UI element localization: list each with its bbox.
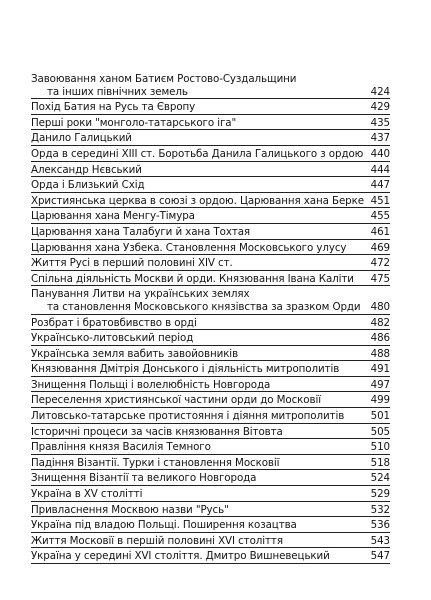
toc-entry xyxy=(31,377,390,393)
toc-entry xyxy=(31,486,390,502)
toc-entry xyxy=(31,162,390,178)
toc-entry xyxy=(31,315,390,331)
toc-entry-title: Привласнення Москвою назви "Русь" xyxy=(31,503,229,516)
toc-entry xyxy=(31,286,390,314)
toc-entry xyxy=(31,224,390,240)
toc-entry xyxy=(31,439,390,455)
toc-entry xyxy=(31,240,390,256)
toc-entry-page: 486 xyxy=(370,332,390,345)
toc-entry xyxy=(31,330,390,346)
toc-entry xyxy=(31,533,390,549)
toc-entry xyxy=(31,146,390,162)
toc-entry-title-continued: та становлення Московського князівства за зразком Орди xyxy=(47,300,361,313)
toc-entry-title: Знищення Візантії та великого Новгорода xyxy=(31,472,257,485)
toc-entry-page: 499 xyxy=(370,394,390,407)
toc-entry xyxy=(31,548,390,564)
toc-entry-title-continued: та інших північних земель xyxy=(47,85,188,98)
toc-entry-page: 435 xyxy=(370,116,390,129)
toc-entry xyxy=(31,99,390,115)
toc-entry xyxy=(31,208,390,224)
toc-entry-title: Панування Литви на українських землях xyxy=(31,288,250,301)
toc-entry-page: 501 xyxy=(370,410,390,423)
toc-entry-page: 491 xyxy=(370,363,390,376)
toc-entry-page: 475 xyxy=(370,272,390,285)
toc-entry xyxy=(31,130,390,146)
toc-entry-title: Спільна діяльність Москви й орди. Князювання Івана Калiти xyxy=(31,272,354,285)
toc-entry-page: 469 xyxy=(370,241,390,254)
toc-entry-page: 429 xyxy=(370,101,390,114)
toc-entry-title: Життя Московії в першій половині XVI століття xyxy=(31,534,283,547)
toc-entry-title: Українсько-литовський період xyxy=(31,332,194,345)
toc-entry xyxy=(31,71,390,99)
toc-entry-title: Князювання Дмітрія Донського і діяльність митрополитів xyxy=(31,363,340,376)
toc-entry-page: 447 xyxy=(370,179,390,192)
toc-entry xyxy=(31,470,390,486)
toc-entry-title: Орда в середині XIII ст. Боротьба Данила Галицького з ордою xyxy=(31,147,364,160)
toc-entry xyxy=(31,502,390,518)
toc-entry-title: Україна в XV столітті xyxy=(31,488,143,501)
toc-entry-page: 451 xyxy=(370,194,390,207)
toc-entry-page: 524 xyxy=(370,472,390,485)
toc-entry-page: 444 xyxy=(370,163,390,176)
toc-entry-title: Українська земля вабить завойовників xyxy=(31,347,239,360)
toc-entry-page: 547 xyxy=(370,550,390,563)
toc-entry xyxy=(31,346,390,362)
toc-entry xyxy=(31,392,390,408)
toc-entry-title: Знищення Польщі і волелюбність Новгорода xyxy=(31,378,271,391)
toc-entry-page: 472 xyxy=(370,257,390,270)
toc-entry-page: 461 xyxy=(370,225,390,238)
toc-entry-page: 518 xyxy=(370,456,390,469)
toc-entry-page: 543 xyxy=(370,534,390,547)
toc-entry xyxy=(31,361,390,377)
toc-entry-title: Царювання хана Менгу-Тімура xyxy=(31,210,195,223)
toc-entry-page: 424 xyxy=(370,85,390,98)
toc-entry xyxy=(31,255,390,271)
toc-entry-title: Християнська церква в союзі з ордою. Царювання хана Берке xyxy=(31,194,364,207)
toc-entry xyxy=(31,193,390,209)
toc-entry-title: Царювання хана Узбека. Становлення Московського улусу xyxy=(31,241,347,254)
toc-entry xyxy=(31,115,390,131)
toc-entry-title: Україна під владою Польщі. Поширення козацтва xyxy=(31,519,297,532)
toc-entry-page: 536 xyxy=(370,519,390,532)
toc-entry-title: Історичні процеси за часів князювання Вітовта xyxy=(31,425,283,438)
toc-entry xyxy=(31,271,390,287)
toc-entry xyxy=(31,177,390,193)
toc-entry-page: 532 xyxy=(370,503,390,516)
toc-entry xyxy=(31,408,390,424)
toc-entry-page: 488 xyxy=(370,347,390,360)
toc-entry xyxy=(31,455,390,471)
toc-entry xyxy=(31,517,390,533)
toc-entry-page: 440 xyxy=(370,147,390,160)
toc-entry-title: Похід Батия на Русь та Європу xyxy=(31,101,196,114)
toc-entry-title: Розбрат і братовбивство в орді xyxy=(31,316,197,329)
toc-entry-title: Переселення християнської частини орди до Московії xyxy=(31,394,321,407)
toc-entry-page: 505 xyxy=(370,425,390,438)
toc-entry-page: 480 xyxy=(370,300,390,313)
toc-entry-title: Литовсько-татарське протистояння і діяння митрополитів xyxy=(31,410,345,423)
toc-entry xyxy=(31,424,390,440)
table-of-contents xyxy=(31,71,390,564)
toc-entry-title: Орда і Близький Схід xyxy=(31,179,145,192)
toc-entry-page: 529 xyxy=(370,488,390,501)
toc-entry-page: 437 xyxy=(370,132,390,145)
toc-entry-title: Падіння Візантії. Турки і становлення Московії xyxy=(31,456,280,469)
toc-entry-page: 482 xyxy=(370,316,390,329)
toc-entry-page: 455 xyxy=(370,210,390,223)
toc-entry-page: 510 xyxy=(370,441,390,454)
toc-entry-page: 497 xyxy=(370,378,390,391)
toc-entry-title: Життя Русі в перший половині XIV ст. xyxy=(31,257,233,270)
toc-entry-title: Царювання хана Талабуги й хана Тохтая xyxy=(31,225,251,238)
toc-entry-title: Україна у середині XVI століття. Дмитро Вишневецький xyxy=(31,550,330,563)
toc-entry-title: Александр Нєвський xyxy=(31,163,142,176)
toc-entry-title: Завоювання ханом Батиєм Ростово-Суздальщини xyxy=(31,73,297,85)
toc-entry-title: Перші роки "монголо-татарського іга" xyxy=(31,116,237,129)
toc-entry-title: Правління князя Василія Темного xyxy=(31,441,211,454)
toc-entry-title: Данило Галицький xyxy=(31,132,132,145)
